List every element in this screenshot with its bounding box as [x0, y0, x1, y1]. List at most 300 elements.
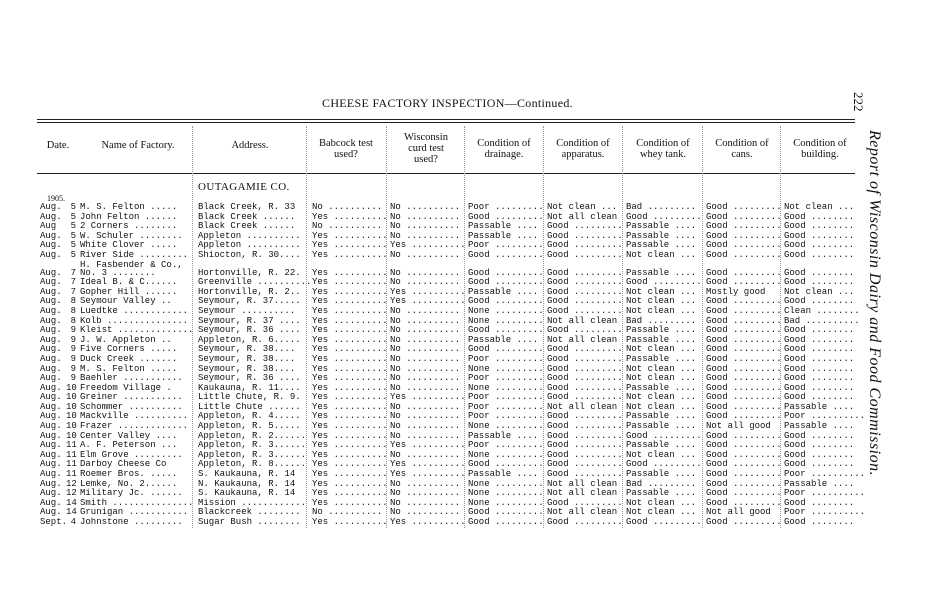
date-day-cell: 9 [70, 373, 76, 384]
apparatus-condition-cell: Good ......... [547, 517, 623, 527]
babcock-test-cell: Yes .......... [312, 440, 388, 451]
drainage-condition-cell: Poor ......... [468, 240, 544, 251]
wisconsin-curd-test-cell: No .......... [390, 211, 461, 222]
apparatus-condition-cell: Good ......... [547, 430, 623, 441]
building-condition-cell: Not clean ... [784, 202, 855, 212]
page-title: CHEESE FACTORY INSPECTION—Continued. [322, 96, 573, 110]
babcock-test-cell: Yes .......... [312, 401, 388, 412]
date-day-cell: 5 [70, 249, 76, 260]
babcock-test-cell: Yes .......... [312, 488, 388, 499]
building-condition-cell: Good ........ [784, 392, 855, 403]
babcock-test-cell: Yes .......... [312, 469, 388, 480]
whey-tank-condition-cell: Passable .... [626, 221, 697, 232]
building-condition-cell: Good ........ [784, 240, 855, 251]
drainage-condition-cell: None ......... [468, 497, 544, 508]
header-cans-line: cans. [731, 149, 753, 160]
babcock-test-cell: Yes .......... [312, 459, 388, 470]
factory-address-cell: Seymour, R. 38.... [198, 353, 296, 364]
cans-condition-cell: Good ......... [706, 334, 782, 345]
drainage-condition-cell: Passable .... [468, 334, 539, 345]
date-month-cell: Sept. [40, 517, 68, 527]
factory-address-cell: Mission ............ [198, 497, 307, 508]
building-condition-cell: Poor .......... [784, 488, 866, 499]
building-condition-cell: Poor .......... [784, 469, 866, 480]
whey-tank-condition-cell: Passable .... [626, 230, 697, 241]
drainage-condition-cell: Passable .... [468, 221, 539, 232]
date-day-cell: 7 [70, 286, 76, 297]
header-wisconsin-line: used? [414, 154, 438, 165]
building-condition-cell: Good ........ [784, 382, 855, 393]
wisconsin-curd-test-cell: Yes .......... [390, 469, 466, 480]
wisconsin-curd-test-cell: No .......... [390, 344, 461, 355]
wisconsin-curd-test-cell: No .......... [390, 449, 461, 460]
drainage-condition-cell: Good ......... [468, 507, 544, 518]
date-day-cell: 7 [70, 277, 76, 288]
drainage-condition-cell: Good ......... [468, 277, 544, 288]
apparatus-condition-cell: Not all clean [547, 211, 618, 222]
apparatus-condition-cell: Good ......... [547, 305, 623, 316]
apparatus-condition-cell: Good ......... [547, 286, 623, 297]
factory-name-cell: Baehler ........... [80, 373, 183, 384]
date-day-cell: 11 [66, 449, 77, 460]
date-month-cell: Aug. [40, 334, 62, 345]
factory-name-cell: J. W. Appleton .. [80, 334, 172, 345]
factory-address-cell: N. Kaukauna, R. 14 [198, 478, 296, 489]
babcock-test-cell: Yes .......... [312, 392, 388, 403]
apparatus-condition-cell: Good ......... [547, 469, 623, 480]
date-day-cell: 5 [70, 230, 76, 241]
drainage-condition-cell: None ......... [468, 305, 544, 316]
date-month-cell: Aug. [40, 230, 62, 241]
building-condition-cell: Poor .......... [784, 507, 866, 518]
wisconsin-curd-test-cell: No .......... [390, 249, 461, 260]
drainage-condition-cell: Poor ......... [468, 401, 544, 412]
drainage-condition-cell: Good ......... [468, 517, 544, 527]
date-month-cell: Aug. [40, 363, 62, 374]
cans-condition-cell: Good ......... [706, 202, 782, 212]
date-month-cell: Aug. [40, 411, 62, 422]
factory-address-cell: Appleton, R. 5..... [198, 421, 301, 432]
babcock-test-cell: Yes .......... [312, 249, 388, 260]
drainage-condition-cell: Poor ......... [468, 202, 544, 212]
cans-condition-cell: Good ......... [706, 211, 782, 222]
date-day-cell: 10 [66, 392, 77, 403]
factory-address-cell: Seymour, R. 38.... [198, 344, 296, 355]
building-condition-cell: Good ........ [784, 353, 855, 364]
date-month-cell: Aug. [40, 478, 62, 489]
cans-condition-cell: Good ......... [706, 230, 782, 241]
building-condition-cell: Not clean ... [784, 286, 855, 297]
date-day-cell: 11 [66, 440, 77, 451]
drainage-condition-cell: Good ......... [468, 325, 544, 336]
top-rule [37, 119, 855, 120]
header-whey-tank [624, 138, 702, 160]
date-month-cell: Aug. [40, 315, 62, 326]
babcock-test-cell: Yes .......... [312, 305, 388, 316]
factory-name-cell: Duck Creek ....... [80, 353, 178, 364]
factory-name-cell: Schommer .......... [80, 401, 183, 412]
apparatus-condition-cell: Good ......... [547, 230, 623, 241]
whey-tank-condition-cell: Not clean ... [626, 401, 697, 412]
apparatus-condition-cell: Not all clean [547, 478, 618, 489]
factory-address-cell: Appleton, R. 3...... [198, 449, 307, 460]
drainage-condition-cell: Good ......... [468, 249, 544, 260]
babcock-test-cell: Yes .......... [312, 344, 388, 355]
date-month-cell: Aug. [40, 240, 62, 251]
factory-name-cell: Greiner ........... [80, 392, 183, 403]
header-factory-name: Name of Factory. [101, 140, 175, 151]
factory-name-cell: Roemer Bros. ..... [80, 469, 178, 480]
cans-condition-cell: Good ......... [706, 277, 782, 288]
date-day-cell: 8 [70, 315, 76, 326]
whey-tank-condition-cell: Not clean ... [626, 305, 697, 316]
whey-tank-condition-cell: Passable .... [626, 334, 697, 345]
apparatus-condition-cell: Good ......... [547, 353, 623, 364]
wisconsin-curd-test-cell: Yes .......... [390, 296, 466, 307]
babcock-test-cell: Yes .......... [312, 411, 388, 422]
drainage-condition-cell: Passable .... [468, 286, 539, 297]
date-day-cell: 8 [70, 305, 76, 316]
wisconsin-curd-test-cell: No .......... [390, 325, 461, 336]
wisconsin-curd-test-cell: No .......... [390, 507, 461, 518]
drainage-condition-cell: Good ......... [468, 211, 544, 222]
apparatus-condition-cell: Not all clean [547, 401, 618, 412]
date-day-cell: 11 [66, 469, 77, 480]
babcock-test-cell: Yes .......... [312, 325, 388, 336]
factory-address-cell: Black Creek ...... [198, 221, 296, 232]
babcock-test-cell: Yes .......... [312, 286, 388, 297]
whey-tank-condition-cell: Passable .... [626, 469, 697, 480]
date-day-cell: 10 [66, 411, 77, 422]
header-building-line: building. [801, 149, 839, 160]
factory-address-cell: Greenville .......... [198, 277, 312, 288]
babcock-test-cell: No .......... [312, 507, 383, 518]
wisconsin-curd-test-cell: No .......... [390, 421, 461, 432]
header-whey-line: whey tank. [639, 149, 687, 160]
cans-condition-cell: Good ......... [706, 449, 782, 460]
header-whey-line: Condition of [636, 138, 690, 149]
building-condition-cell: Good ........ [784, 344, 855, 355]
header-babcock-line: used? [334, 149, 358, 160]
babcock-test-cell: Yes .......... [312, 240, 388, 251]
header-drainage-line: drainage. [484, 149, 524, 160]
date-day-cell: 14 [66, 497, 77, 508]
wisconsin-curd-test-cell: No .......... [390, 353, 461, 364]
factory-name-cell: Grunigan ........... [80, 507, 189, 518]
factory-name-cell: W. Schuler ........ [80, 230, 183, 241]
factory-address-cell: Sugar Bush ........ [198, 517, 301, 527]
date-month-cell: Aug [40, 221, 57, 232]
cans-condition-cell: Not all good [706, 507, 771, 518]
wisconsin-curd-test-cell: No .......... [390, 488, 461, 499]
building-condition-cell: Good ........ [784, 325, 855, 336]
header-cans-line: Condition of [715, 138, 769, 149]
factory-address-cell: Black Creek, R. 33 [198, 202, 296, 212]
cans-condition-cell: Good ......... [706, 353, 782, 364]
factory-address-cell: S. Kaukauna, R. 14 [198, 469, 296, 480]
cans-condition-cell: Good ......... [706, 440, 782, 451]
drainage-condition-cell: None ......... [468, 478, 544, 489]
building-condition-cell: Bad .......... [784, 315, 860, 326]
page-number: 222 [851, 92, 866, 112]
date-day-cell: 5 [70, 240, 76, 251]
drainage-condition-cell: Passable .... [468, 230, 539, 241]
wisconsin-curd-test-cell: No .......... [390, 382, 461, 393]
date-month-cell: Aug. [40, 488, 62, 499]
date-day-cell: 12 [66, 488, 77, 499]
header-building [782, 138, 858, 160]
cans-condition-cell: Good ......... [706, 488, 782, 499]
drainage-condition-cell: Poor ......... [468, 353, 544, 364]
cans-condition-cell: Good ......... [706, 497, 782, 508]
whey-tank-condition-cell: Passable .... [626, 411, 697, 422]
building-condition-cell: Good ........ [784, 459, 855, 470]
whey-tank-condition-cell: Not clean ... [626, 497, 697, 508]
date-day-cell: 9 [70, 325, 76, 336]
header-drainage [466, 138, 542, 160]
apparatus-condition-cell: Good ......... [547, 344, 623, 355]
header-wisconsin-line: Wisconsin [404, 132, 448, 143]
top-rule-double [37, 122, 855, 123]
header-apparatus-line: apparatus. [561, 149, 605, 160]
cans-condition-cell: Good ......... [706, 478, 782, 489]
apparatus-condition-cell: Good ......... [547, 382, 623, 393]
wisconsin-curd-test-cell: No .......... [390, 305, 461, 316]
date-month-cell: Aug. [40, 421, 62, 432]
building-condition-cell: Good ........ [784, 277, 855, 288]
cans-condition-cell: Good ......... [706, 296, 782, 307]
cans-condition-cell: Good ......... [706, 325, 782, 336]
building-condition-cell: Good ........ [784, 249, 855, 260]
drainage-condition-cell: Good ......... [468, 296, 544, 307]
factory-name-cell: John Felton ...... [80, 211, 178, 222]
date-day-cell: 4 [70, 517, 76, 527]
factory-name-cell: M. S. Felton ..... [80, 202, 178, 212]
wisconsin-curd-test-cell: No .......... [390, 363, 461, 374]
wisconsin-curd-test-cell: Yes .......... [390, 440, 466, 451]
building-condition-cell: Good ........ [784, 517, 855, 527]
date-month-cell: Aug. [40, 344, 62, 355]
factory-address-cell: Little Chute, R. 9. [198, 392, 301, 403]
whey-tank-condition-cell: Bad ......... [626, 202, 697, 212]
apparatus-condition-cell: Good ......... [547, 325, 623, 336]
whey-tank-condition-cell: Passable .... [626, 488, 697, 499]
apparatus-condition-cell: Good ......... [547, 249, 623, 260]
wisconsin-curd-test-cell: No .......... [390, 202, 461, 212]
factory-address-cell: Hortonville, R. 2.. [198, 286, 301, 297]
date-month-cell: Aug. [40, 507, 62, 518]
drainage-condition-cell: None ......... [468, 421, 544, 432]
building-condition-cell: Good ........ [784, 363, 855, 374]
whey-tank-condition-cell: Passable .... [626, 267, 697, 278]
factory-name-cell: H. Fasbender & Co., No. 3 ........ [80, 259, 183, 279]
factory-address-cell: Kaukauna, R. 11.... [198, 382, 301, 393]
header-wisconsin [388, 132, 464, 165]
apparatus-condition-cell: Good ......... [547, 392, 623, 403]
whey-tank-condition-cell: Not clean ... [626, 344, 697, 355]
cans-condition-cell: Good ......... [706, 240, 782, 251]
date-day-cell: 9 [70, 353, 76, 364]
apparatus-condition-cell: Good ......... [547, 373, 623, 384]
header-drainage-line: Condition of [477, 138, 531, 149]
whey-tank-condition-cell: Good ......... [626, 517, 702, 527]
cans-condition-cell: Good ......... [706, 249, 782, 260]
date-day-cell: 10 [66, 401, 77, 412]
apparatus-condition-cell: Good ......... [547, 363, 623, 374]
factory-name-cell: 2 Corners ........ [80, 221, 178, 232]
babcock-test-cell: Yes .......... [312, 363, 388, 374]
date-month-cell: Aug. [40, 296, 62, 307]
factory-address-cell: Seymour, R. 37..... [198, 296, 301, 307]
drainage-condition-cell: Good ......... [468, 459, 544, 470]
building-condition-cell: Good ........ [784, 230, 855, 241]
babcock-test-cell: Yes .......... [312, 373, 388, 384]
inspection-table-body [0, 202, 866, 528]
date-month-cell: Aug. [40, 353, 62, 364]
factory-address-cell: Appleton .......... [198, 230, 301, 241]
whey-tank-condition-cell: Passable .... [626, 353, 697, 364]
babcock-test-cell: Yes .......... [312, 449, 388, 460]
factory-address-cell: Appleton .......... [198, 240, 301, 251]
building-condition-cell: Good ........ [784, 334, 855, 345]
babcock-test-cell: Yes .......... [312, 296, 388, 307]
header-building-line: Condition of [793, 138, 847, 149]
date-day-cell: 11 [66, 459, 77, 470]
drainage-condition-cell: None ......... [468, 488, 544, 499]
babcock-test-cell: Yes .......... [312, 211, 388, 222]
babcock-test-cell: Yes .......... [312, 421, 388, 432]
date-month-cell: Aug. [40, 469, 62, 480]
factory-address-cell: Seymour, R. 38.... [198, 363, 296, 374]
date-day-cell: 9 [70, 344, 76, 355]
building-condition-cell: Passable .... [784, 478, 855, 489]
date-month-cell: Aug. [40, 325, 62, 336]
date-month-cell: Aug. [40, 459, 62, 470]
apparatus-condition-cell: Good ......... [547, 449, 623, 460]
building-condition-cell: Good ........ [784, 211, 855, 222]
drainage-condition-cell: Poor ......... [468, 373, 544, 384]
factory-name-cell: Kolb ............... [80, 315, 189, 326]
factory-name-cell: Five Corners ..... [80, 344, 178, 355]
factory-address-cell: Appleton, R. 4..... [198, 411, 301, 422]
factory-name-cell: River Side ......... [80, 249, 189, 260]
drainage-condition-cell: None ......... [468, 449, 544, 460]
apparatus-condition-cell: Not all clean [547, 507, 618, 518]
factory-name-cell: Center Valley .... [80, 430, 178, 441]
babcock-test-cell: No .......... [312, 221, 383, 232]
building-condition-cell: Good ........ [784, 221, 855, 232]
factory-name-cell: Kleist .............. [80, 325, 194, 336]
header-babcock [308, 138, 384, 160]
drainage-condition-cell: Passable .... [468, 430, 539, 441]
date-day-cell: 12 [66, 478, 77, 489]
year-label: 1905. [47, 194, 65, 203]
date-month-cell: Aug. [40, 267, 62, 278]
whey-tank-condition-cell: Good ......... [626, 277, 702, 288]
whey-tank-condition-cell: Not clean ... [626, 507, 697, 518]
date-month-cell: Aug. [40, 286, 62, 297]
drainage-condition-cell: Poor ......... [468, 392, 544, 403]
date-day-cell: 14 [66, 507, 77, 518]
factory-name-cell: Mackville .......... [80, 411, 189, 422]
wisconsin-curd-test-cell: Yes .......... [390, 459, 466, 470]
factory-name-cell: Smith ............... [80, 497, 194, 508]
cans-condition-cell: Good ......... [706, 221, 782, 232]
apparatus-condition-cell: Good ......... [547, 421, 623, 432]
factory-name-cell: Elm Grove ......... [80, 449, 183, 460]
apparatus-condition-cell: Good ......... [547, 497, 623, 508]
wisconsin-curd-test-cell: No .......... [390, 334, 461, 345]
date-day-cell: 10 [66, 382, 77, 393]
babcock-test-cell: Yes .......... [312, 267, 388, 278]
cans-condition-cell: Good ......... [706, 305, 782, 316]
date-day-cell: 7 [70, 267, 76, 278]
drainage-condition-cell: Good ......... [468, 267, 544, 278]
date-month-cell: Aug. [40, 202, 62, 212]
drainage-condition-cell: None ......... [468, 315, 544, 326]
factory-address-cell: Appleton, R. 2...... [198, 430, 307, 441]
factory-address-cell: Appleton, R. 3...... [198, 440, 307, 451]
babcock-test-cell: Yes .......... [312, 478, 388, 489]
factory-address-cell: Blackcreek ........ [198, 507, 301, 518]
factory-name-cell: Freedom Village . [80, 382, 172, 393]
wisconsin-curd-test-cell: Yes .......... [390, 517, 466, 527]
header-babcock-line: Babcock test [319, 138, 373, 149]
whey-tank-condition-cell: Not clean ... [626, 373, 697, 384]
date-month-cell: Aug. [40, 449, 62, 460]
building-condition-cell: Good ........ [784, 440, 855, 451]
cans-condition-cell: Not all good [706, 421, 771, 432]
factory-address-cell: Little Chute ...... [198, 401, 301, 412]
date-month-cell: Aug. [40, 382, 62, 393]
date-day-cell: 8 [70, 296, 76, 307]
date-month-cell: Aug. [40, 249, 62, 260]
header-address: Address. [231, 140, 269, 151]
building-condition-cell: Good ........ [784, 373, 855, 384]
factory-name-cell: M. S. Felton ..... [80, 363, 178, 374]
whey-tank-condition-cell: Not clean ... [626, 392, 697, 403]
date-day-cell: 9 [70, 363, 76, 374]
apparatus-condition-cell: Good ......... [547, 411, 623, 422]
building-condition-cell: Passable .... [784, 401, 855, 412]
cans-condition-cell: Good ......... [706, 411, 782, 422]
cans-condition-cell: Good ......... [706, 373, 782, 384]
whey-tank-condition-cell: Bad ......... [626, 315, 697, 326]
header-date: Date. [46, 140, 70, 151]
whey-tank-condition-cell: Passable .... [626, 382, 697, 393]
building-condition-cell: Good ........ [784, 296, 855, 307]
factory-name-cell: Johnstone ......... [80, 517, 183, 527]
apparatus-condition-cell: Not clean ... [547, 202, 618, 212]
factory-name-cell: Luedtke ............ [80, 305, 189, 316]
whey-tank-condition-cell: Not clean ... [626, 363, 697, 374]
factory-name-cell: Seymour Valley .. [80, 296, 172, 307]
apparatus-condition-cell: Good ......... [547, 459, 623, 470]
babcock-test-cell: Yes .......... [312, 353, 388, 364]
date-month-cell: Aug. [40, 497, 62, 508]
building-condition-cell: Poor .......... [784, 411, 866, 422]
factory-address-cell: Seymour, R. 37 .... [198, 315, 301, 326]
drainage-condition-cell: Good ......... [468, 344, 544, 355]
apparatus-condition-cell: Good ......... [547, 277, 623, 288]
factory-address-cell: S. Kaukauna, R. 14 [198, 488, 296, 499]
header-rule [37, 173, 855, 174]
section-heading: OUTAGAMIE CO. [198, 181, 290, 193]
whey-tank-condition-cell: Not clean ... [626, 249, 697, 260]
drainage-condition-cell: None ......... [468, 382, 544, 393]
date-day-cell: 9 [70, 334, 76, 345]
drainage-condition-cell: Poor ......... [468, 411, 544, 422]
